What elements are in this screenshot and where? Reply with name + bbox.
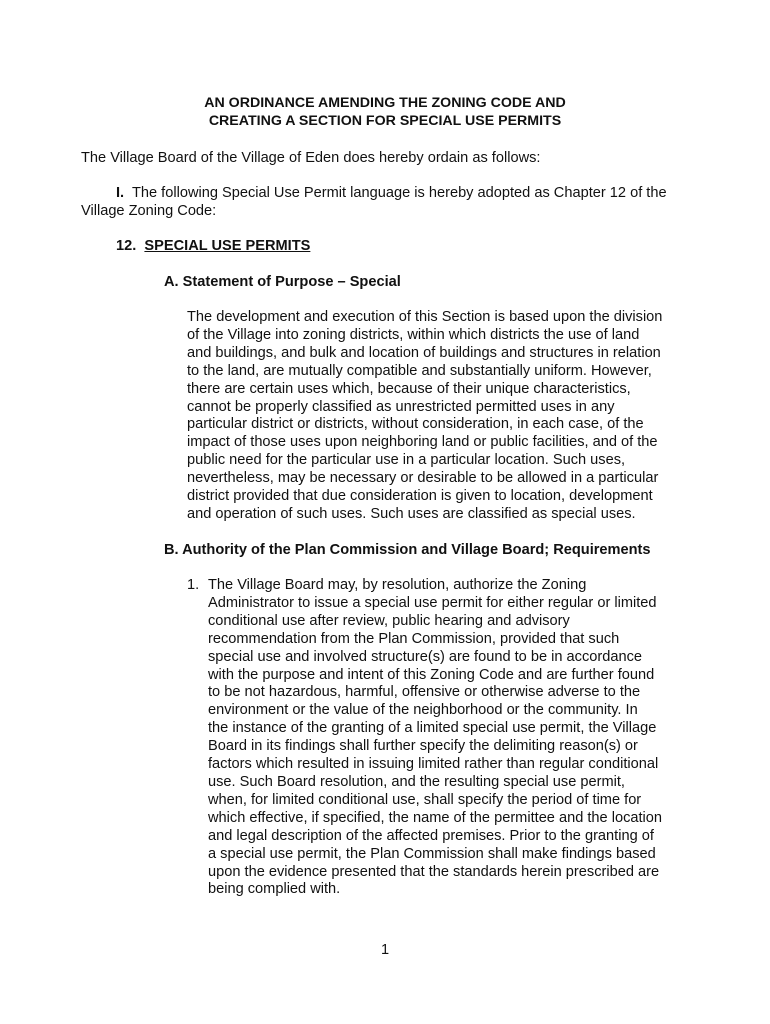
- page-number: 1: [380, 942, 390, 958]
- chapter-heading: [116, 237, 310, 255]
- document-title-line-1: AN ORDINANCE AMENDING THE ZONING CODE AND: [204, 95, 566, 111]
- item-line: a special use permit, the Plan Commission shall make findings based: [208, 845, 656, 862]
- item-line: being complied with.: [208, 881, 341, 898]
- item-line: Board in its findings shall further specify the delimiting reason(s) or: [208, 738, 638, 755]
- item-line: when, for limited conditional use, shall specify the period of time for: [208, 791, 642, 808]
- paragraph-line: and operation of such uses. Such uses are classified as special uses.: [187, 505, 636, 522]
- document-title-line-2: CREATING A SECTION FOR SPECIAL USE PERMITS: [208, 113, 562, 129]
- intro-paragraph: The Village Board of the Village of Eden does hereby ordain as follows:: [81, 150, 541, 166]
- item-line: and legal description of the affected premises. Prior to the granting of: [208, 827, 654, 844]
- section-i-text-line-1: The following Special Use Permit language is hereby adopted as Chapter 12 of the: [131, 185, 667, 201]
- paragraph-line: and buildings, and bulk and location of buildings and structures in relation: [187, 344, 661, 361]
- paragraph-line: to the land, are mutually compatible and substantially uniform. However,: [187, 362, 652, 379]
- subsection-a-paragraph: [187, 309, 707, 524]
- item-line: special use and involved structure(s) are found to be in accordance: [208, 648, 643, 665]
- list-item-body: [208, 577, 707, 899]
- paragraph-line: district provided that due consideration is given to location, development: [187, 488, 653, 505]
- paragraph-line: impact of those uses upon neighboring land or public facilities, and of the: [187, 434, 658, 451]
- item-line: upon the evidence presented that the standards herein prescribed are: [208, 863, 660, 880]
- item-line: Administrator to issue a special use permit for either regular or limited: [208, 594, 657, 611]
- item-line: conditional use after review, public hearing and advisory: [208, 612, 570, 629]
- paragraph-line: there are certain uses which, because of their unique characteristics,: [187, 380, 631, 397]
- paragraph-line: nevertheless, may be necessary or desirable to be allowed in a particular: [187, 470, 659, 487]
- section-i-text-line-2: Village Zoning Code:: [81, 203, 217, 219]
- item-line: to be not hazardous, harmful, offensive or otherwise adverse to the: [208, 684, 641, 701]
- section-i-number: I.: [116, 185, 125, 201]
- item-line: which effective, if specified, the name of the permittee and the location: [208, 809, 663, 826]
- paragraph-line: public need for the particular use in a particular location. Such uses,: [187, 452, 626, 469]
- paragraph-line: particular district or districts, without consideration, in each case, of the: [187, 416, 644, 433]
- item-line: with the purpose and intent of this Zoning Code and are further found: [208, 666, 655, 683]
- item-line: recommendation from the Plan Commission, provided that such: [208, 630, 620, 647]
- chapter-number: 12.: [116, 238, 137, 254]
- item-line: factors which resulted in issuing limited rather than regular conditional: [208, 756, 659, 773]
- item-line: environment or the value of the neighborhood or the community. In: [208, 702, 638, 719]
- chapter-title: SPECIAL USE PERMITS: [144, 238, 311, 254]
- list-item-number: 1.: [187, 577, 200, 593]
- section-i: [81, 184, 701, 220]
- paragraph-line: of the Village into zoning districts, within which districts the use of land: [187, 326, 640, 343]
- paragraph-line: The development and execution of this Section is based upon the division: [187, 309, 663, 325]
- item-line: The Village Board may, by resolution, authorize the Zoning: [208, 577, 587, 593]
- subsection-b-heading: B. Authority of the Plan Commission and Village Board; Requirements: [164, 542, 651, 558]
- paragraph-line: cannot be properly classified as unrestricted permitted uses in any: [187, 398, 615, 415]
- item-line: use. Such Board resolution, and the resulting special use permit,: [208, 773, 625, 790]
- item-line: the instance of the granting of a limited special use permit, the Village: [208, 720, 657, 737]
- section-i-first-line: [81, 184, 701, 202]
- subsection-a-heading: A. Statement of Purpose – Special: [164, 274, 401, 290]
- list-item-1: [187, 577, 707, 899]
